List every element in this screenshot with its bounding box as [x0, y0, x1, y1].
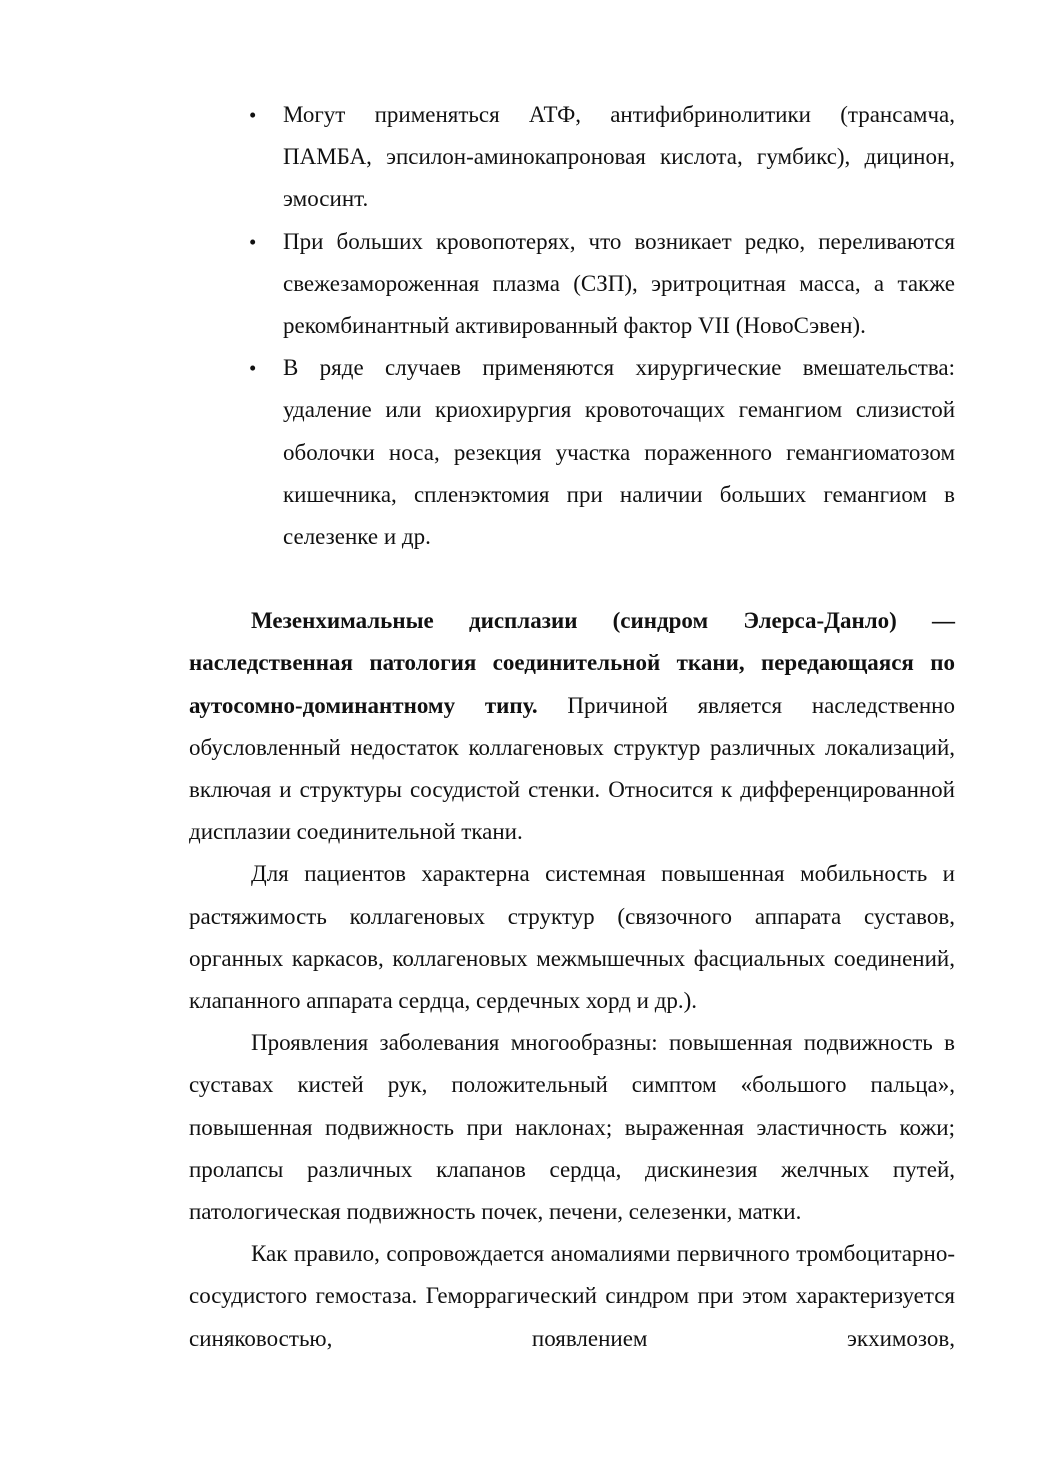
bullet-item: [189, 221, 955, 348]
bullet-dot-icon: •: [249, 356, 257, 381]
bullet-item: [189, 94, 955, 221]
document-page: [189, 94, 955, 1360]
paragraph-manifestations: Проявления заболевания многообразны: повышенная подвижность в суставах кистей рук, положительный симптом «большого пальца», повышенная подвижность при наклонах; выраженная эластичность кожи; пролапсы различных клапанов сердца, дискинезия желчных путей, патологическая подвижность почек, печени, селезенки, матки.: [189, 1030, 955, 1225]
section-spacer: [189, 558, 955, 600]
paragraph-hemostasis: Как правило, сопровождается аномалиями первичного тромбоцитарно-сосудистого гемостаза. Геморрагический синдром при этом характеризуется синяковостью, появлением экхимозов,: [189, 1241, 955, 1351]
paragraph-text: Причиной является наследственно обусловленный недостаток коллагеновых структур различных локализаций, включая и структуры сосудистой стенки. Относится к дифференцированной дисплазии соединительной ткани.: [189, 692, 955, 845]
bold-term-definition: Мезенхимальные дисплазии (синдром Элерса-Данло) — наследственная патология соединительной ткани, передающаяся по аутосомно-доминантному типу.: [189, 608, 955, 718]
bullet-item: [189, 347, 955, 558]
bullet-text: В ряде случаев применяются хирургические вмешательства: удаление или криохирургия кровоточащих гемангиом слизистой оболочки носа, резекция участка пораженного гемангиоматозом кишечника, спленэктомия при наличии больших гемангиом в селезенке и др.: [283, 355, 955, 550]
paragraph-characteristics: Для пациентов характерна системная повышенная мобильность и растяжимость коллагеновых структур (связочного аппарата суставов, органных каркасов, коллагеновых межмышечных фасциальных соединений, клапанного аппарата сердца, сердечных хорд и др.).: [189, 861, 955, 1014]
paragraph-definition: [189, 600, 955, 853]
bullet-list: [189, 94, 955, 558]
bullet-text: Могут применяться АТФ, антифибринолитики (трансамча, ПАМБА, эпсилон-аминокапроновая кислота, гумбикс), дицинон, эмосинт.: [283, 102, 955, 212]
bullet-text: При больших кровопотерях, что возникает редко, переливаются свежезамороженная плазма (СЗП), эритроцитная масса, а также рекомбинантный активированный фактор VII (НовоСэвен).: [283, 228, 955, 339]
bullet-dot-icon: •: [249, 229, 257, 254]
bullet-dot-icon: •: [249, 103, 257, 127]
